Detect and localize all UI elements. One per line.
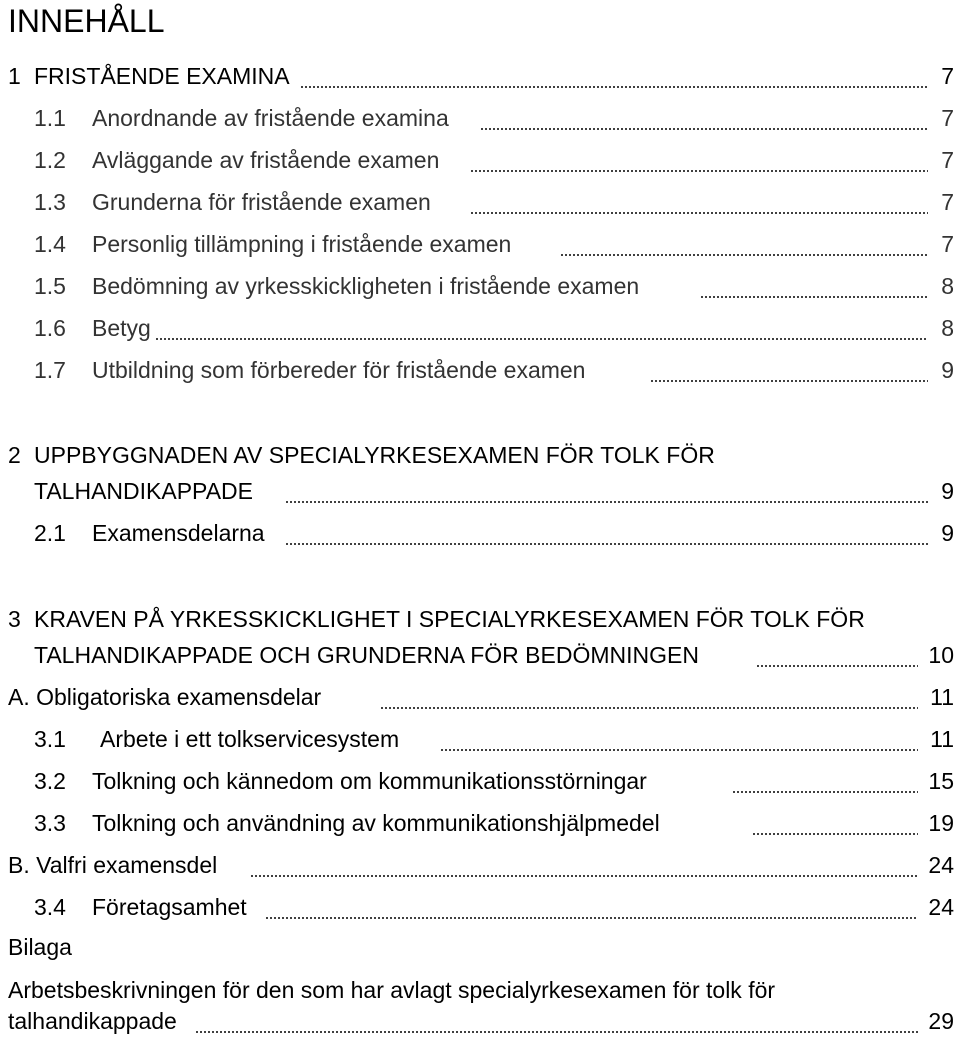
- toc-number: 2: [8, 442, 21, 468]
- dot-leader: [752, 833, 918, 835]
- toc-page: 11: [930, 726, 954, 752]
- toc-number: 1: [8, 63, 21, 89]
- toc-title: Betyg: [92, 310, 152, 346]
- toc-entry-a[interactable]: [0, 679, 960, 715]
- toc-title: Tolkning och kännedom om kommunikationsstörningar: [92, 763, 648, 799]
- toc-number: 3.4: [34, 894, 66, 920]
- toc-entry-1-1[interactable]: [0, 100, 960, 136]
- dot-leader: [732, 791, 918, 793]
- dot-leader: [285, 543, 928, 545]
- toc-number: 2.1: [34, 520, 66, 546]
- toc-entry-1-5[interactable]: [0, 268, 960, 304]
- toc-title-line1: KRAVEN PÅ YRKESSKICKLIGHET I SPECIALYRKESEXAMEN FÖR TOLK FÖR: [34, 601, 866, 637]
- toc-entry-appendix[interactable]: [0, 1003, 960, 1039]
- toc-title: Arbete i ett tolkservicesystem: [100, 721, 400, 757]
- toc-entry-2[interactable]: [0, 473, 960, 509]
- dot-leader: [470, 212, 928, 214]
- toc-number: 1.7: [34, 357, 66, 383]
- toc-title: A. Obligatoriska examensdelar: [8, 679, 322, 715]
- toc-entry-bilaga[interactable]: [0, 929, 960, 965]
- toc-entry-1-4[interactable]: [0, 226, 960, 262]
- dot-leader: [470, 170, 928, 172]
- page-title: INNEHÅLL: [8, 3, 165, 39]
- toc-title: Grunderna för fristående examen: [92, 184, 432, 220]
- toc-page: 9: [941, 520, 954, 546]
- dot-leader: [440, 749, 918, 751]
- dot-leader: [756, 665, 918, 667]
- toc-title-line1: UPPBYGGNADEN AV SPECIALYRKESEXAMEN FÖR TOLK FÖR: [34, 437, 716, 473]
- toc-page: 9: [941, 357, 954, 383]
- dot-leader: [560, 254, 928, 256]
- toc-page: 11: [930, 684, 954, 710]
- toc-entry-1-3[interactable]: [0, 184, 960, 220]
- toc-number: 3: [8, 606, 21, 632]
- dot-leader: [380, 707, 918, 709]
- dot-leader: [650, 380, 928, 382]
- toc-number: 3.2: [34, 768, 66, 794]
- toc-number: 1.6: [34, 315, 66, 341]
- toc-number: 1.5: [34, 273, 66, 299]
- toc-page: 7: [941, 63, 954, 89]
- toc-entry-3-1[interactable]: [0, 721, 960, 757]
- toc-title: TALHANDIKAPPADE: [34, 473, 254, 509]
- toc-page: 29: [928, 1008, 954, 1034]
- toc-title: Personlig tillämpning i fristående examen: [92, 226, 512, 262]
- toc-number: 1.1: [34, 105, 66, 131]
- toc-title: FRISTÅENDE EXAMINA: [34, 58, 291, 94]
- toc-title: TALHANDIKAPPADE OCH GRUNDERNA FÖR BEDÖMNINGEN: [34, 637, 700, 673]
- toc-page: 7: [941, 105, 954, 131]
- toc-page: 15: [928, 768, 954, 794]
- dot-leader: [300, 86, 928, 88]
- toc-page: 8: [941, 273, 954, 299]
- toc-entry-2-line1[interactable]: [0, 437, 960, 473]
- toc-title: Bedömning av yrkesskickligheten i fristående examen: [92, 268, 640, 304]
- toc-number: 1.2: [34, 147, 66, 173]
- toc-page: 7: [941, 231, 954, 257]
- toc-entry-3-3[interactable]: [0, 805, 960, 841]
- toc-entry-3-line1[interactable]: [0, 601, 960, 637]
- toc-entry-1-7[interactable]: [0, 352, 960, 388]
- toc-number: 1.3: [34, 189, 66, 215]
- dot-leader: [700, 296, 928, 298]
- toc-page: 10: [928, 642, 954, 668]
- toc-entry-1-6[interactable]: [0, 310, 960, 346]
- toc-entry-3[interactable]: [0, 637, 960, 673]
- toc-title: Tolkning och användning av kommunikationshjälpmedel: [92, 805, 661, 841]
- toc-page: 8: [941, 315, 954, 341]
- toc-title: Anordnande av fristående examina: [92, 100, 450, 136]
- toc-page: 7: [941, 189, 954, 215]
- dot-leader: [265, 917, 918, 919]
- dot-leader: [195, 1031, 918, 1033]
- toc-entry-1[interactable]: [0, 58, 960, 94]
- toc-page: 24: [928, 852, 954, 878]
- toc-title: Avläggande av fristående examen: [92, 142, 440, 178]
- toc-number: 3.3: [34, 810, 66, 836]
- toc-title: Utbildning som förbereder för fristående examen: [92, 352, 586, 388]
- toc-number: 3.1: [34, 726, 66, 752]
- toc-title: B. Valfri examensdel: [8, 847, 218, 883]
- toc-entry-b[interactable]: [0, 847, 960, 883]
- toc-title-line1: Arbetsbeskrivningen för den som har avlagt specialyrkesexamen för tolk för: [8, 972, 776, 1008]
- toc-entry-1-2[interactable]: [0, 142, 960, 178]
- toc-entry-2-1[interactable]: [0, 515, 960, 551]
- dot-leader: [250, 875, 918, 877]
- dot-leader: [155, 338, 928, 340]
- toc-title: talhandikappade: [8, 1003, 178, 1039]
- toc-title: Examensdelarna: [92, 515, 266, 551]
- toc-title: Bilaga: [8, 929, 73, 965]
- dot-leader: [480, 128, 928, 130]
- toc-page: 19: [928, 810, 954, 836]
- toc-number: 1.4: [34, 231, 66, 257]
- toc-entry-3-2[interactable]: [0, 763, 960, 799]
- dot-leader: [285, 501, 928, 503]
- toc-page: 9: [941, 478, 954, 504]
- toc-page: 24: [928, 894, 954, 920]
- toc-title: Företagsamhet: [92, 889, 248, 925]
- toc-page: 7: [941, 147, 954, 173]
- toc-entry-3-4[interactable]: [0, 889, 960, 925]
